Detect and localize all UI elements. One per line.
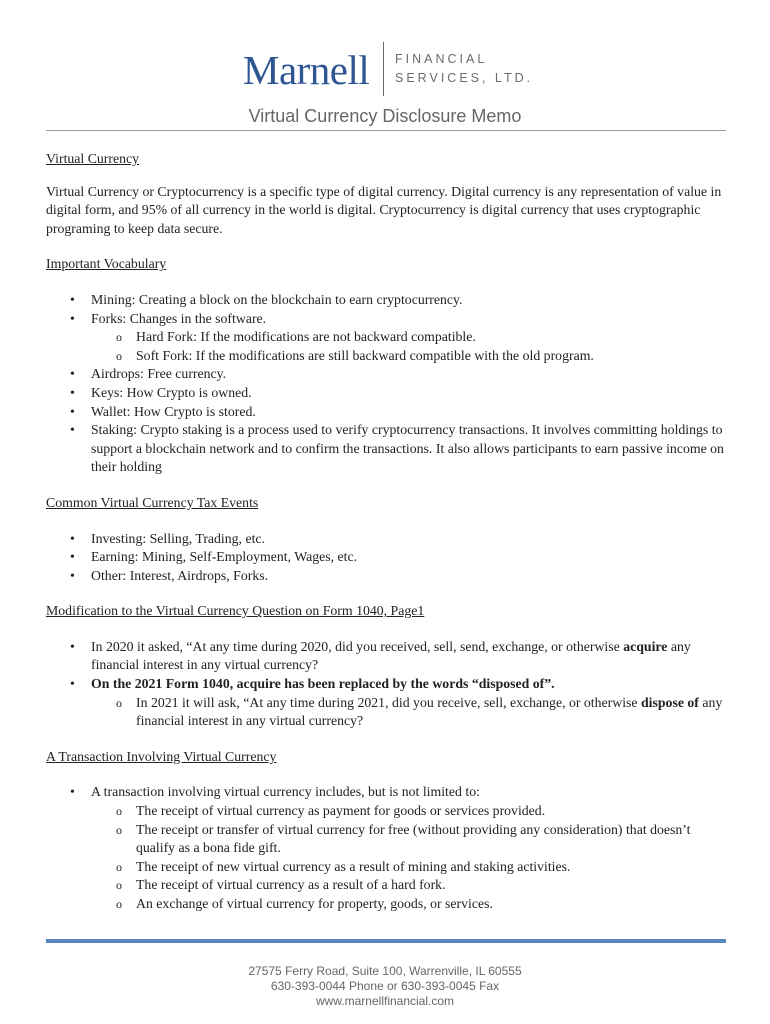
list-item [46,310,726,366]
list-item [46,365,726,384]
list-item: • Investing: Selling, Trading, etc. [46,530,726,549]
modification-sublist [91,694,726,731]
transaction-sublist [91,802,726,914]
list-item [46,783,726,913]
modification-list [46,638,726,731]
heading-tax-events: Common Virtual Currency Tax Events [46,494,259,510]
footer-website: www.marnellfinancial.com [315,994,455,1008]
list-item [46,291,726,310]
list-item [91,694,726,731]
logo-subtitle-line1: FINANCIAL [395,52,488,66]
transaction-intro: A transaction involving virtual currency includes, but is not limited to: [91,784,480,800]
footer-phone: 630-393-0044 Phone or 630-393-0045 Fax [270,979,500,993]
list-item: • Other: Interest, Airdrops, Forks. [46,567,726,586]
list-item [46,421,726,477]
list-item: o The receipt or transfer of virtual currency for free (without providing any consideration) that doesn’t qualify as a bona fide gift. [91,821,726,858]
modification-2020-post: any financial interest in any virtual currency? [91,638,691,673]
modification-2020-pre: In 2020 it asked, “At any time during 2020, did you received, sell, send, exchange, or otherwise [91,638,624,654]
forks-sublist [91,328,726,365]
list-item [46,675,726,731]
list-item [46,403,726,422]
logo-subtitle-line2: SERVICES, LTD. [395,71,534,85]
paragraph-virtual-currency: Virtual Currency or Cryptocurrency is a specific type of digital currency. Digital currency is any representation of value in digital form, and 95% of all currency in the world is digital. Cryptocurrency is digital currency that uses cryptographic programing to keep data secure. [46,183,722,236]
list-item [46,384,726,403]
vocab-mining: Mining: Creating a block on the blockchain to earn cryptocurrency. [91,291,463,307]
modification-2021-pre: In 2021 it will ask, “At any time during 2021, did you receive, sell, exchange, or otherwise [136,694,641,710]
list-item: • Earning: Mining, Self-Employment, Wages, etc. [46,548,726,567]
heading-vocabulary: Important Vocabulary [46,256,167,272]
memo-body [46,150,726,914]
modification-2021-sub-bold: dispose of [641,694,699,710]
list-item [46,638,726,675]
heading-virtual-currency: Virtual Currency [46,151,140,166]
list-item: o The receipt of virtual currency as payment for goods or services provided. [91,802,726,821]
footer [0,964,770,1009]
heading-modification: Modification to the Virtual Currency Question on Form 1040, Page1 [46,603,425,619]
modification-2021-bold: On the 2021 Form 1040, acquire has been replaced by the words “disposed of”. [91,676,555,692]
vocab-airdrops: Airdrops: Free currency. [91,366,227,382]
vocab-wallet: Wallet: How Crypto is stored. [91,403,256,419]
company-logo [0,40,770,96]
modification-2020-bold: acquire [623,638,668,654]
transaction-list [46,783,726,913]
vocab-soft-fork: o Soft Fork: If the modifications are still backward compatible with the old program. [91,347,726,366]
vocab-forks: Forks: Changes in the software. [91,310,267,326]
heading-transaction: A Transaction Involving Virtual Currency [46,748,277,764]
list-item: o The receipt of new virtual currency as a result of mining and staking activities. [91,858,726,877]
vocab-hard-fork: o Hard Fork: If the modifications are not backward compatible. [91,328,726,347]
title-divider [46,130,726,131]
vocab-staking: Staking: Crypto staking is a process used to verify cryptocurrency transactions. It involves committing holdings to support a blockchain network and to confirm the transactions. It also allows participants to earn passive income on their holding [91,422,724,475]
list-item: o The receipt of virtual currency as a result of a hard fork. [91,876,726,895]
modification-2021-post: any financial interest in any virtual currency? [136,694,723,729]
logo-name: Marnell [243,47,370,93]
vocabulary-list [46,291,726,477]
vocab-keys: Keys: How Crypto is owned. [91,384,252,400]
tax-events-list [46,530,726,586]
footer-divider [46,939,726,943]
footer-address: 27575 Ferry Road, Suite 100, Warrenville, IL 60555 [248,964,522,978]
list-item: o An exchange of virtual currency for property, goods, or services. [91,895,726,914]
page-title: Virtual Currency Disclosure Memo [248,106,522,126]
logo-divider [383,42,384,96]
